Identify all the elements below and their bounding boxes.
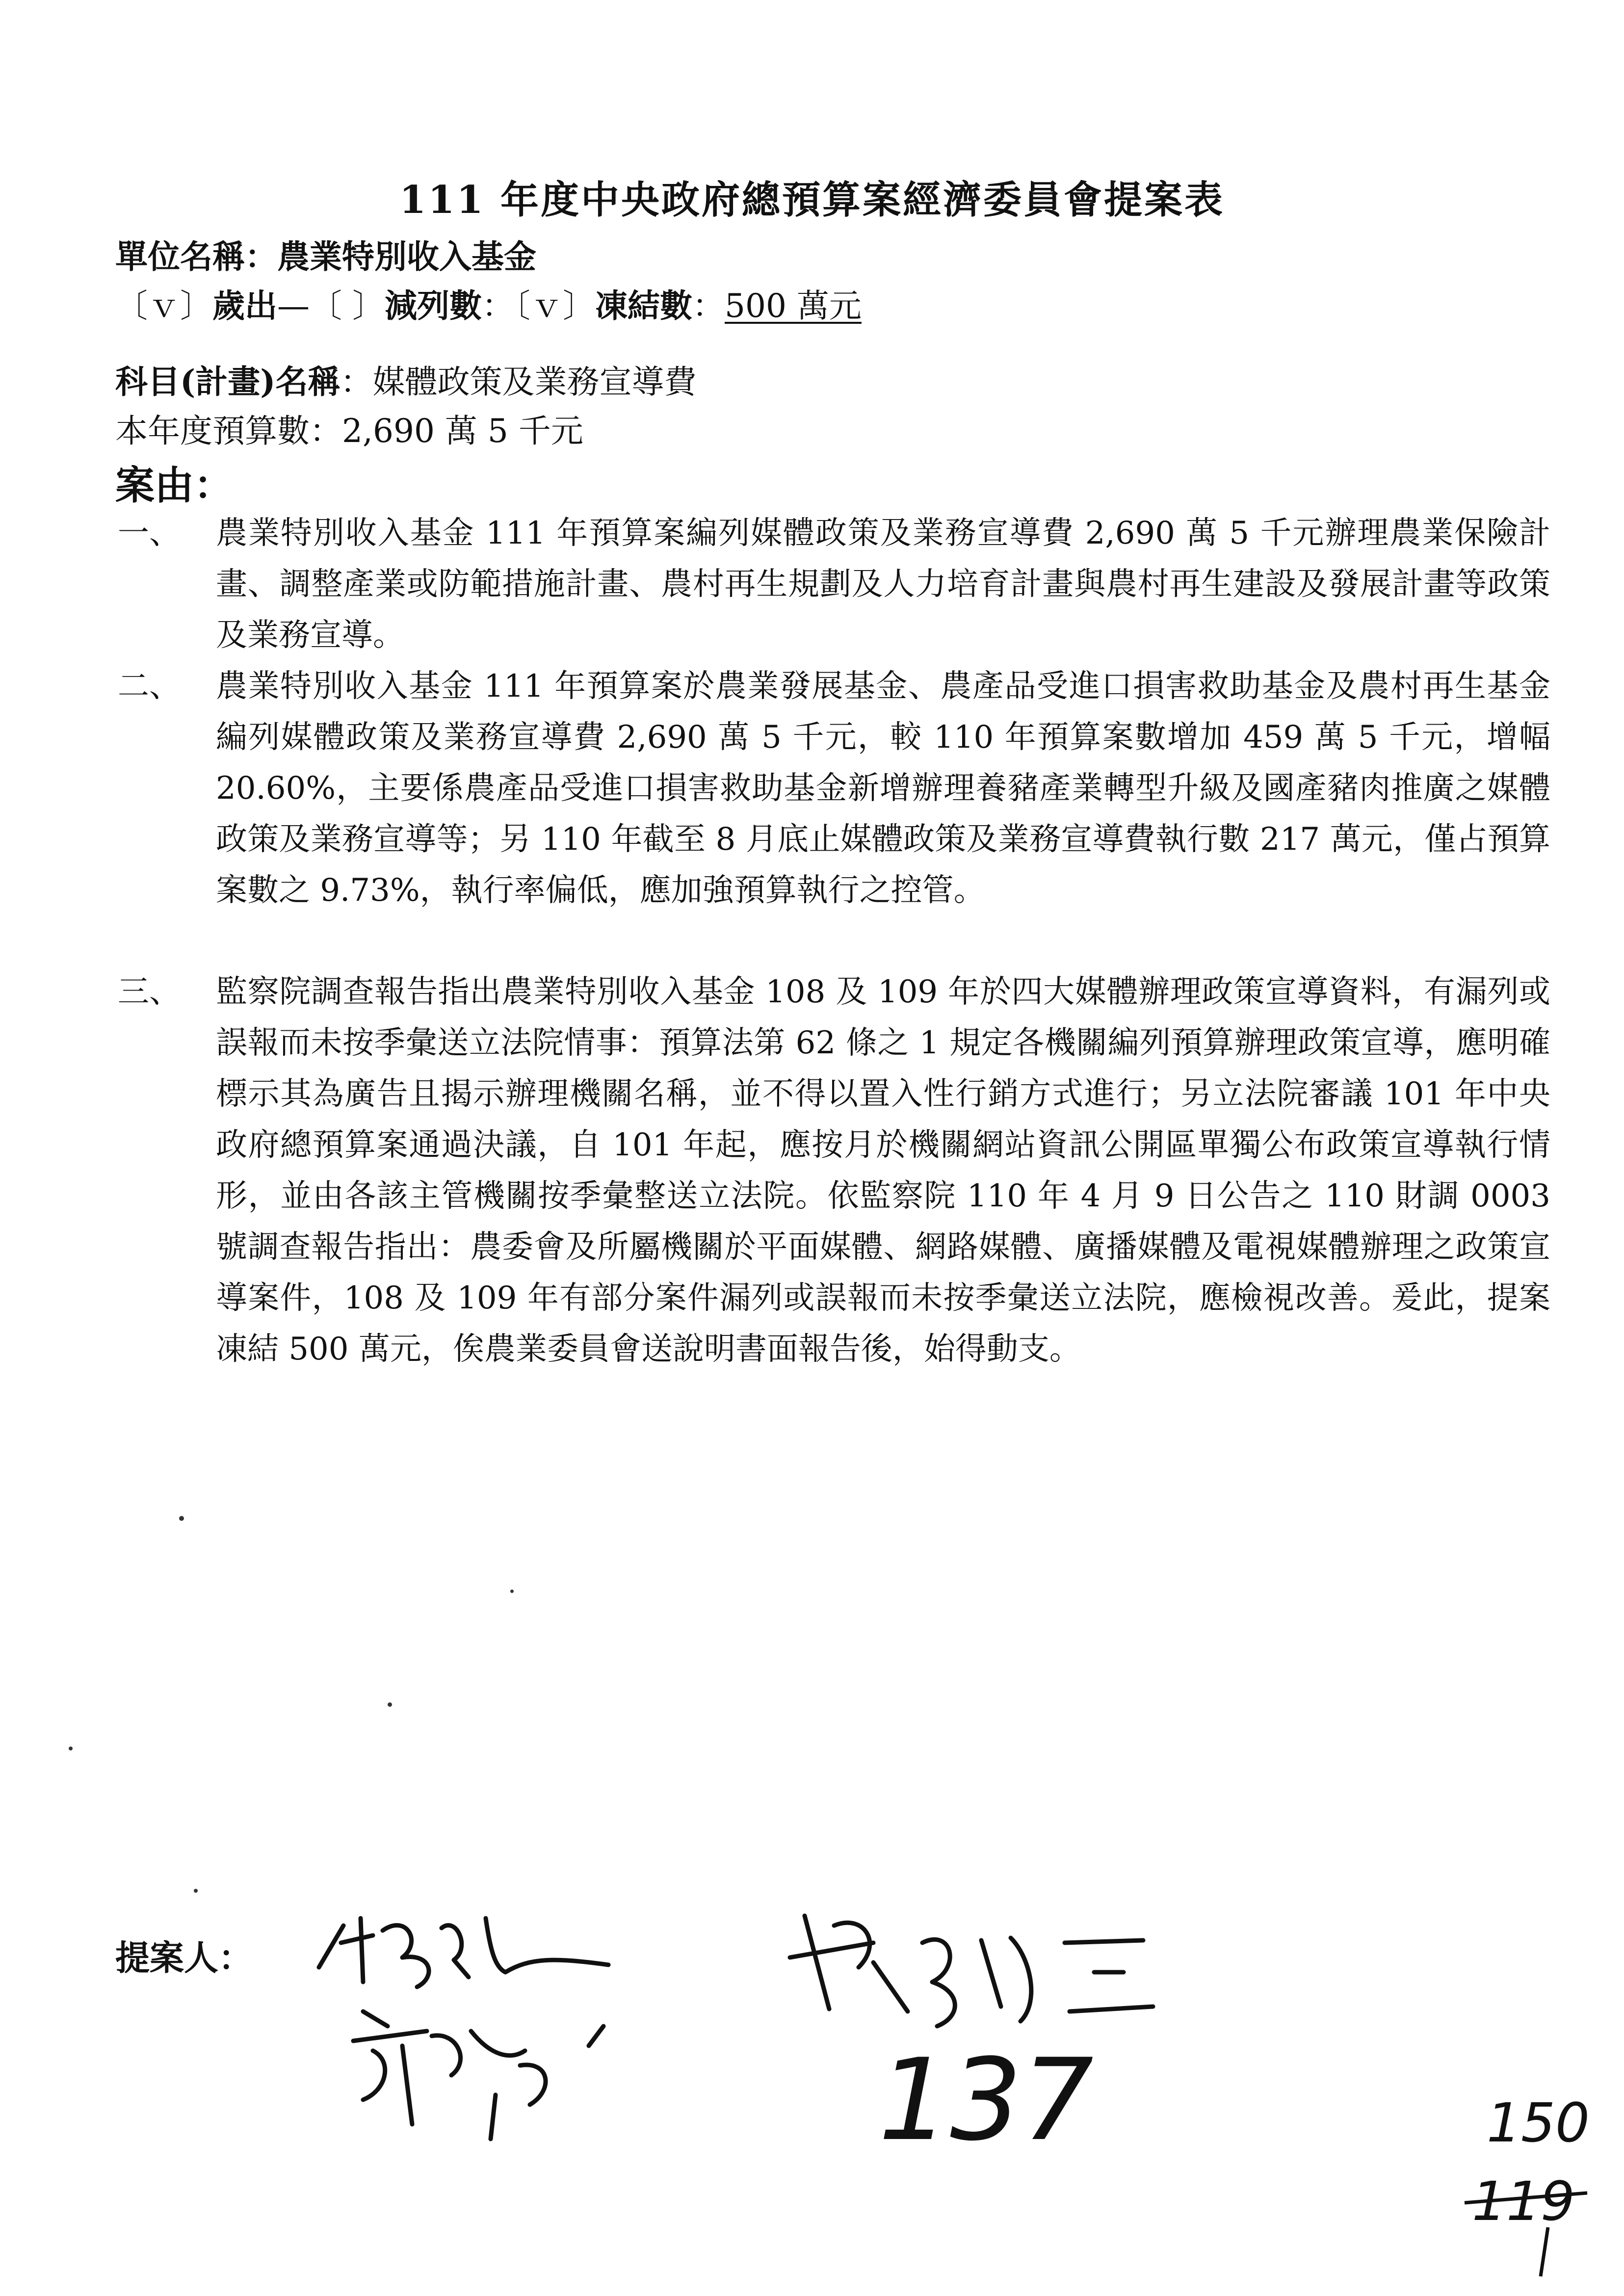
dash: — bbox=[277, 287, 310, 325]
reason-heading: 案由： bbox=[115, 462, 233, 508]
page-number-new: 150 bbox=[1487, 2091, 1590, 2154]
colon: ： bbox=[692, 287, 725, 325]
unit-name: 農業特別收入基金 bbox=[277, 237, 536, 276]
expense-label: 歲出 bbox=[212, 287, 277, 325]
freeze-label: 凍結數 bbox=[595, 287, 692, 325]
reduce-checkbox: 〔 〕 bbox=[310, 287, 385, 325]
pen-stroke bbox=[1541, 2227, 1548, 2276]
scan-speck bbox=[388, 1702, 392, 1707]
budget-label: 本年度預算數： bbox=[115, 412, 342, 450]
item-marker-3: 三、 bbox=[118, 974, 181, 1010]
budget-value: 2,690 萬 5 千元 bbox=[342, 412, 583, 450]
item-text-2: 農業特別收入基金 111 年預算案於農業發展基金、農產品受進口損害救助基金及農村再生基金編列媒體政策及業務宣導費 2,690 萬 5 千元，較 110 年預算案數增加 459 萬 5 千元，增幅 20.60%，主要係農產品受進口損害救助基金新增辦理養豬產業轉型升級及國產豬肉推廣之媒體政策及業務宣導等；另 110 年截至 8 月底止媒體政策及業務宣導費執行數 217 萬元，僅占預算案數之 9.73%，執行率偏低，應加強預算執行之控管。 bbox=[216, 668, 1550, 909]
unit-label: 單位名稱： bbox=[115, 237, 277, 276]
freeze-checkbox: 〔ｖ〕 bbox=[514, 287, 595, 325]
scan-speck bbox=[194, 1889, 198, 1893]
freeze-amount: 500 萬元 bbox=[724, 287, 862, 325]
subject-colon: ： bbox=[340, 363, 373, 401]
scan-speck bbox=[69, 1747, 73, 1750]
document-title: 111 年度中央政府總預算案經濟委員會提案表 bbox=[399, 178, 1225, 222]
proposer-label: 提案人： bbox=[115, 1937, 253, 1978]
reduce-label: 減列數 bbox=[384, 287, 482, 325]
scan-speck bbox=[179, 1516, 184, 1521]
expense-checkbox: 〔ｖ〕 bbox=[115, 287, 212, 325]
subject-name: 媒體政策及業務宣導費 bbox=[372, 363, 697, 401]
item-marker-2: 二、 bbox=[118, 668, 181, 704]
page-number-old: 119 bbox=[1472, 2170, 1575, 2233]
item-text-1: 農業特別收入基金 111 年預算案編列媒體政策及業務宣導費 2,690 萬 5 千元辦理農業保險計畫、調整產業或防範措施計畫、農村再生規劃及人力培育計畫與農村再生建設及發展計畫等政策及業務宣導。 bbox=[216, 515, 1550, 653]
subject-label: 科目(計畫)名稱 bbox=[115, 363, 341, 401]
item-text-3: 監察院調查報告指出農業特別收入基金 108 及 109 年於四大媒體辦理政策宣導資料，有漏列或誤報而未按季彙送立法院情事：預算法第 62 條之 1 規定各機關編列預算辦理政策宣導，應明確標示其為廣告且揭示辦理機關名稱，並不得以置入性行銷方式進行；另立法院審議 101 年中央政府總預算案通過決議，自 101 年起，應按月於機關網站資訊公開區單獨公布政策宣導執行情形，並由各該主管機關按季彙整送立法院。依監察院 110 年 4 月 9 日公告之 110 財調 0003 號調查報告指出：農委會及所屬機關於平面媒體、網路媒體、廣播媒體及電視媒體辦理之政策宣導案件，108 及 109 年有部分案件漏列或誤報而未按季彙送立法院，應檢視改善。爰此，提案凍結 500 萬元，俟農業委員會送說明書面報告後，始得動支。 bbox=[216, 974, 1550, 1367]
item-marker-1: 一、 bbox=[118, 515, 181, 551]
scan-speck bbox=[510, 1590, 514, 1593]
handwritten-number: 137 bbox=[878, 2035, 1094, 2166]
colon: ： bbox=[481, 287, 514, 325]
